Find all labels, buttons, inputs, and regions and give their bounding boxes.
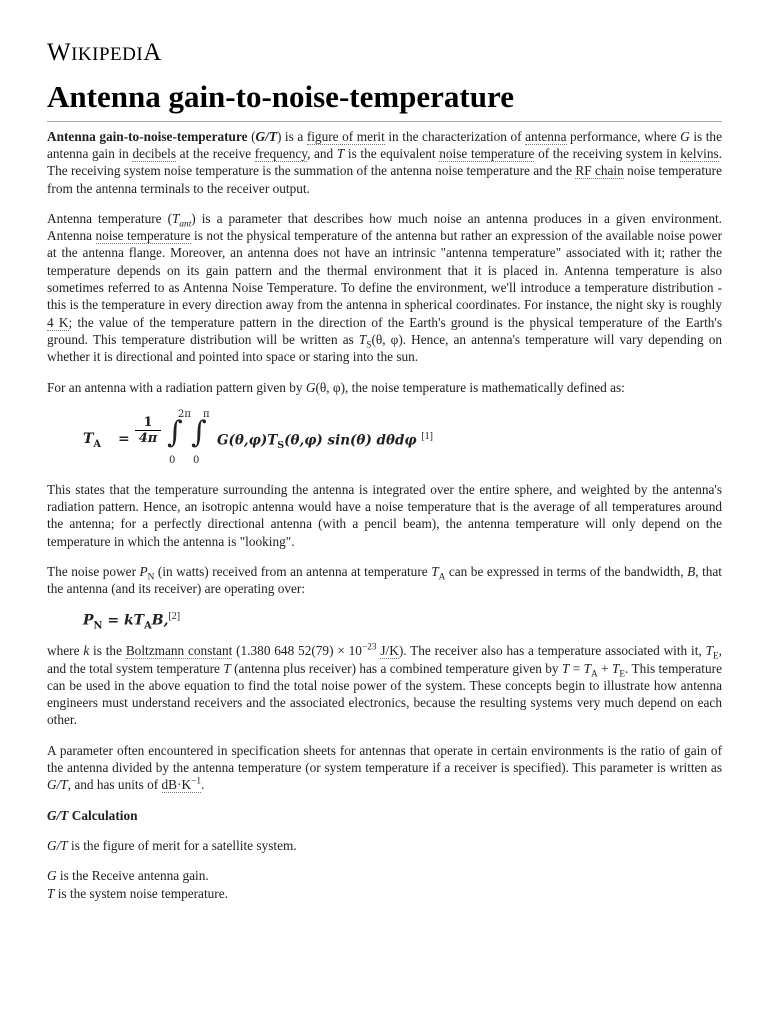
article-page [47, 40, 722, 915]
paragraph-intro: Antenna gain-to-noise-temperature (G/T) is a figure of merit in the characterization of antenna performance, where G is the antenna gain in decibels at the receive frequency, and T is the equivalent noise temperature of the receiving system in kelvins. The receiving system noise temperature is the summation of the antenna noise temperature and the RF chain noise temperature from the antenna terminals to the receiver output. [47, 128, 723, 196]
paragraph-isotropic: This states that the temperature surrounding the antenna is integrated over the entire sphere, and weighted by the antenna's radiation pattern. Hence, an isotropic antenna would have a noise temperature that is the average of all temperatures around the antenna; for a perfectly directional antenna (with a pencil beam), the antenna temperature will only depend on the temperature in which the antenna is "looking". [47, 481, 722, 549]
link-joule-per-kelvin[interactable]: J/K [380, 643, 399, 659]
link-figure-of-merit[interactable]: figure of merit [306, 128, 385, 144]
integral-sign: ∫ [191, 414, 207, 450]
paragraph-figure-of-merit: G/T is the figure of merit for a satellite system. [47, 837, 297, 853]
link-boltzmann-constant[interactable]: Boltzmann constant [125, 643, 233, 659]
paragraph-noise-power: The noise power $P_N$ (in watts) received from an antenna at temperature $T_A$ can be expressed in terms of the bandwidth, B, that the antenna (and its receiver) are operating over: [47, 563, 723, 597]
paragraph-antenna-temperature: Antenna temperature $(T_{ant})$ is a parameter that describes how much noise an antenna produces in a given environment. Antenna noise temperature is not the physical temperature of the antenna but rather an expression of the available noise power at the antenna flange. Moreover, an antenna does not have an intrinsic "antenna temperature" associated with it; rather the temperature depends on its gain pattern and the thermal environment that it is placed in. Antenna temperature is also sometimes referred to as Antenna Noise Temperature. To define the environment, we'll introduce a temperature distribution - this is the temperature in every direction away from the antenna in spherical coordinates. For instance, the night sky is roughly 4 K; the value of the temperature pattern in the direction of the Earth's ground is the physical temperature of the Earth's ground. This temperature distribution will be written as $T_S(\theta$, φ). Hence, an antenna's temperature will vary depending on whether it is directional and pointed into space or staring into the sun. [47, 210, 722, 365]
link-4k[interactable]: 4 K [47, 314, 69, 330]
link-noise-temperature-2[interactable]: noise temperature [95, 228, 191, 244]
link-noise-temperature[interactable]: noise temperature [439, 145, 535, 161]
formula-noise-power: $P_N = kT_AB,[2]$ [83, 610, 181, 632]
paragraph-definitions: G is the Receive antenna gain. T is the system noise temperature. [47, 868, 228, 901]
paragraph-gt-parameter: A parameter often encountered in specification sheets for antennas that operate in certain environments is the ratio of gain of the antenna divided by the antenna temperature (or system temperature if a receiver is specified). This parameter is written as G/T, and has units of $dB\cdot K^{-1}$. [47, 742, 722, 793]
paragraph-boltzmann: where k is the Boltzmann constant (1.380 648 $52(79) \times 10^{-23}$ J/K). The receiver also has a temperature associated with it, $T_E$, and the total system temperature T (antenna plus receiver) has a combined temperature given by $T = T_A + T_E$. This temperature can be used in the above equation to find the total noise power of the system. These concepts begin to illustrate how antenna engineers must understand receivers and the associated electronics, because the resulting systems very much depend on each other. [47, 642, 722, 728]
paragraph-radiation-pattern: For an antenna with a radiation pattern given by G(θ, φ), the noise temperature is mathematically defined as: [47, 379, 625, 395]
link-db-per-kelvin[interactable]: $dB\cdot K^{-1}$ [161, 776, 201, 793]
formula-antenna-temperature: $T_A$ = $\frac{1}{4\pi}$ ∫ 2π 0 ∫ π 0 $G(\theta,\varphi)T_S(\theta,\varphi)$ sin(θ) dθdφ [1] [83, 408, 433, 466]
link-decibels[interactable]: decibels [132, 145, 177, 161]
page-title: Antenna gain-to-noise-temperature [47, 79, 722, 122]
integral-sign: ∫ [167, 414, 183, 450]
link-frequency[interactable]: frequency [254, 145, 308, 161]
wikipedia-logo[interactable]: WIKIPEDIA [47, 39, 162, 66]
link-antenna[interactable]: antenna [525, 128, 567, 144]
reference-2[interactable]: [2] [168, 610, 181, 622]
link-kelvins[interactable]: kelvins [680, 145, 719, 161]
section-heading-gt-calculation: G/T Calculation [47, 807, 138, 823]
reference-1[interactable]: [1] [421, 430, 433, 442]
link-rf-chain[interactable]: RF chain [575, 163, 624, 179]
